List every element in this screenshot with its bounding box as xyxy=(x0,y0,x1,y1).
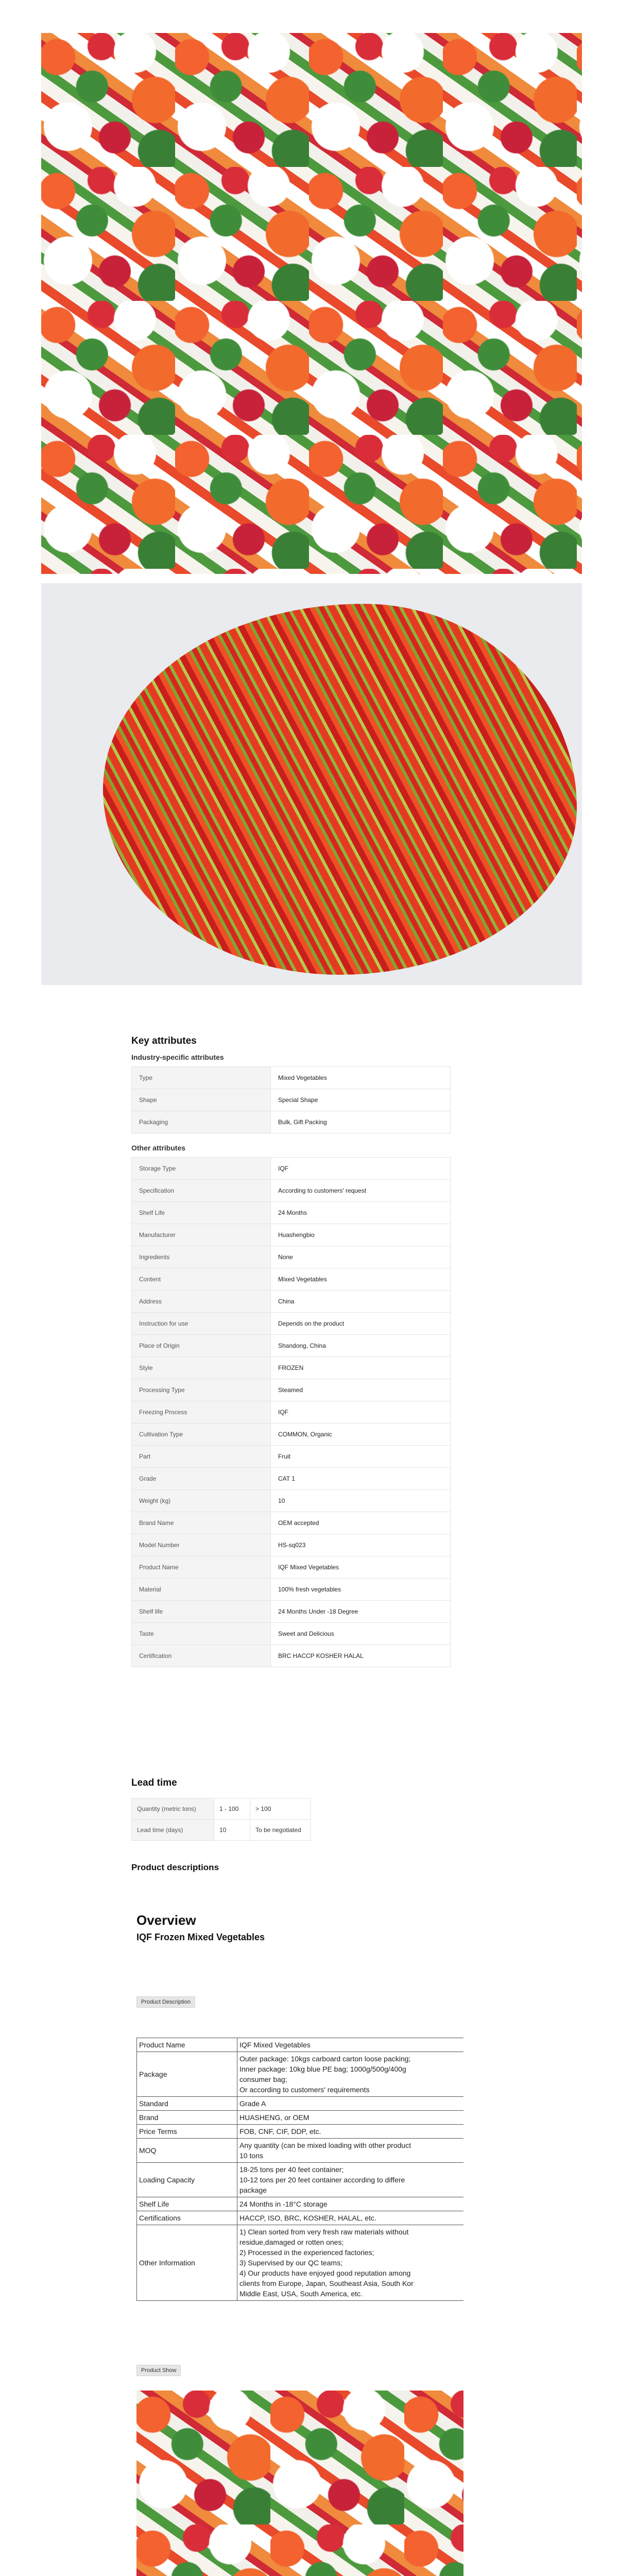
spec-value-line: consumer bag; xyxy=(239,2075,287,2083)
table-row xyxy=(132,1645,451,1667)
spec-row xyxy=(137,2111,464,2125)
attribute-label: Ingredients xyxy=(132,1246,271,1268)
spec-label: Product Name xyxy=(137,2038,237,2052)
lead-time-label: Lead time (days) xyxy=(132,1820,214,1841)
attribute-label: Type xyxy=(132,1067,271,1089)
lead-time-label: Quantity (metric tons) xyxy=(132,1799,214,1820)
attribute-value: Huashengbio xyxy=(271,1224,451,1246)
attribute-label: Manufacturer xyxy=(132,1224,271,1246)
spec-value-line: IQF Mixed Vegetables xyxy=(239,2041,311,2049)
attribute-value: Mixed Vegetables xyxy=(271,1067,451,1089)
lead-time-value: 10 xyxy=(214,1820,250,1841)
spec-value xyxy=(237,2052,464,2097)
spec-value-line: Middle East, USA, South America, etc. xyxy=(239,2290,363,2298)
key-attributes-title: Key attributes xyxy=(131,1036,197,1046)
key-attributes-section xyxy=(131,1036,451,1677)
spec-value-line: Inner package: 10kg blue PE bag; 1000g/500g/400g xyxy=(239,2065,406,2073)
product-show-tag: Product Show xyxy=(136,2365,181,2376)
attribute-label: Content xyxy=(132,1268,271,1291)
table-row xyxy=(132,1180,451,1202)
attribute-label: Address xyxy=(132,1291,271,1313)
attribute-value: COMMON, Organic xyxy=(271,1423,451,1446)
overview-subtitle: IQF Frozen Mixed Vegetables xyxy=(136,1932,265,1942)
spec-row xyxy=(137,2038,464,2052)
attribute-value: FROZEN xyxy=(271,1357,451,1379)
table-row xyxy=(132,1623,451,1645)
attribute-label: Shelf life xyxy=(132,1601,271,1623)
attribute-value: Bulk, Gift Packing xyxy=(271,1111,451,1133)
attribute-label: Weight (kg) xyxy=(132,1490,271,1512)
spec-value xyxy=(237,2163,464,2197)
spec-label: Certifications xyxy=(137,2211,237,2225)
spec-row xyxy=(137,2052,464,2097)
product-show-image-mixed-vegetables[interactable] xyxy=(136,2391,464,2576)
attribute-label: Product Name xyxy=(132,1556,271,1579)
spec-row xyxy=(137,2163,464,2197)
spec-table xyxy=(136,2038,464,2301)
attribute-value: IQF Mixed Vegetables xyxy=(271,1556,451,1579)
spec-label: Standard xyxy=(137,2097,237,2111)
attribute-label: Shape xyxy=(132,1089,271,1111)
product-descriptions-section xyxy=(131,1862,461,1873)
table-row xyxy=(132,1468,451,1490)
spec-label: Price Terms xyxy=(137,2125,237,2139)
attribute-label: Shelf Life xyxy=(132,1202,271,1224)
product-image-mixed-vegetables[interactable] xyxy=(41,33,582,574)
lead-time-value: > 100 xyxy=(250,1799,311,1820)
spec-label: Loading Capacity xyxy=(137,2163,237,2197)
spec-value-line: Any quantity (can be mixed loading with other product xyxy=(239,2141,411,2149)
attribute-value: Fruit xyxy=(271,1446,451,1468)
attribute-label: Cultivation Type xyxy=(132,1423,271,1446)
spec-label: Shelf Life xyxy=(137,2197,237,2211)
spec-value-line: Outer package: 10kgs carboard carton loose packing; xyxy=(239,2055,411,2063)
table-row xyxy=(132,1158,451,1180)
attribute-value: 24 Months xyxy=(271,1202,451,1224)
table-row xyxy=(132,1556,451,1579)
other-attributes-title: Other attributes xyxy=(131,1144,186,1152)
table-row xyxy=(132,1224,451,1246)
attribute-label: Packaging xyxy=(132,1111,271,1133)
overview-title: Overview xyxy=(136,1912,196,1928)
spec-value-line: clients from Europe, Japan, Southeast Asia, South Kor xyxy=(239,2279,414,2287)
attribute-label: Processing Type xyxy=(132,1379,271,1401)
attribute-value: Steamed xyxy=(271,1379,451,1401)
spec-value-line: residue,damaged or rotten ones; xyxy=(239,2238,344,2246)
table-row xyxy=(132,1268,451,1291)
attribute-label: Freezing Process xyxy=(132,1401,271,1423)
attribute-label: Brand Name xyxy=(132,1512,271,1534)
table-row xyxy=(132,1089,451,1111)
table-row xyxy=(132,1446,451,1468)
table-row xyxy=(132,1202,451,1224)
industry-attributes-table xyxy=(131,1066,451,1133)
spec-label: Brand xyxy=(137,2111,237,2125)
table-row xyxy=(132,1313,451,1335)
spec-value-line: 24 Months in -18°C storage xyxy=(239,2200,328,2208)
attribute-value: Special Shape xyxy=(271,1089,451,1111)
overview-block xyxy=(136,1911,466,1943)
spec-row xyxy=(137,2139,464,2163)
attribute-value: Depends on the product xyxy=(271,1313,451,1335)
spec-value-line: 3) Supervised by our QC teams; xyxy=(239,2259,342,2267)
spec-value-line: Or according to customers' requirements xyxy=(239,2086,370,2094)
spec-value xyxy=(237,2125,464,2139)
table-row xyxy=(132,1601,451,1623)
attribute-label: Specification xyxy=(132,1180,271,1202)
attribute-value: CAT 1 xyxy=(271,1468,451,1490)
pepper-strips-graphic xyxy=(103,604,577,975)
spec-value-line: 4) Our products have enjoyed good reputation among xyxy=(239,2269,411,2277)
table-row xyxy=(132,1401,451,1423)
lead-time-section xyxy=(131,1777,451,1841)
spec-value xyxy=(237,2225,464,2301)
table-row xyxy=(132,1799,311,1820)
table-row xyxy=(132,1291,451,1313)
attribute-value: None xyxy=(271,1246,451,1268)
lead-time-value: 1 - 100 xyxy=(214,1799,250,1820)
attribute-value: China xyxy=(271,1291,451,1313)
spec-label: Other Information xyxy=(137,2225,237,2301)
spec-value-line: HACCP, ISO, BRC, KOSHER, HALAL, etc. xyxy=(239,2214,376,2222)
attribute-value: 100% fresh vegetables xyxy=(271,1579,451,1601)
table-row xyxy=(132,1512,451,1534)
spec-value-line: 18-25 tons per 40 feet container; xyxy=(239,2165,344,2174)
attribute-label: Material xyxy=(132,1579,271,1601)
spec-value xyxy=(237,2197,464,2211)
table-row xyxy=(132,1335,451,1357)
product-description-tag: Product Description xyxy=(136,1996,195,2008)
attribute-label: Model Number xyxy=(132,1534,271,1556)
spec-value xyxy=(237,2139,464,2163)
spec-value-line: 1) Clean sorted from very fresh raw materials without xyxy=(239,2228,409,2236)
attribute-value: OEM accepted xyxy=(271,1512,451,1534)
lead-time-title: Lead time xyxy=(131,1777,177,1788)
attribute-value: Sweet and Delicious xyxy=(271,1623,451,1645)
spec-value xyxy=(237,2038,464,2052)
spec-value-line: 10 tons xyxy=(239,2151,263,2160)
table-row xyxy=(132,1579,451,1601)
attribute-label: Grade xyxy=(132,1468,271,1490)
attribute-label: Place of Origin xyxy=(132,1335,271,1357)
spec-table-wrapper xyxy=(136,2038,464,2347)
attribute-label: Taste xyxy=(132,1623,271,1645)
attribute-value: According to customers' request xyxy=(271,1180,451,1202)
other-attributes-table xyxy=(131,1157,451,1667)
spec-label: MOQ xyxy=(137,2139,237,2163)
table-row xyxy=(132,1490,451,1512)
product-descriptions-title: Product descriptions xyxy=(131,1862,219,1872)
spec-value-line: Grade A xyxy=(239,2099,266,2108)
attribute-value: BRC HACCP KOSHER HALAL xyxy=(271,1645,451,1667)
attribute-value: HS-sq023 xyxy=(271,1534,451,1556)
spec-row xyxy=(137,2225,464,2301)
attribute-value: IQF xyxy=(271,1158,451,1180)
attribute-value: Shandong, China xyxy=(271,1335,451,1357)
spec-value-line: package xyxy=(239,2186,267,2194)
table-row xyxy=(132,1067,451,1089)
spec-row xyxy=(137,2125,464,2139)
attribute-label: Part xyxy=(132,1446,271,1468)
lead-time-value: To be negotiated xyxy=(250,1820,311,1841)
industry-attributes-title: Industry-specific attributes xyxy=(131,1053,224,1061)
table-row xyxy=(132,1379,451,1401)
table-row xyxy=(132,1246,451,1268)
attribute-label: Style xyxy=(132,1357,271,1379)
spec-value-line: FOB, CNF, CIF, DDP, etc. xyxy=(239,2127,321,2136)
table-row xyxy=(132,1111,451,1133)
spec-value-line: 2) Processed in the experienced factories; xyxy=(239,2248,374,2257)
attribute-label: Certification xyxy=(132,1645,271,1667)
table-row xyxy=(132,1534,451,1556)
spec-value-line: 10-12 tons per 20 feet container according to differe xyxy=(239,2176,405,2184)
attribute-value: 10 xyxy=(271,1490,451,1512)
spec-value-line: HUASHENG, or OEM xyxy=(239,2113,310,2122)
table-row xyxy=(132,1357,451,1379)
spec-row xyxy=(137,2211,464,2225)
spec-value xyxy=(237,2111,464,2125)
spec-label: Package xyxy=(137,2052,237,2097)
spec-row xyxy=(137,2097,464,2111)
attribute-label: Storage Type xyxy=(132,1158,271,1180)
attribute-label: Instruction for use xyxy=(132,1313,271,1335)
spec-value xyxy=(237,2097,464,2111)
spec-row xyxy=(137,2197,464,2211)
table-row xyxy=(132,1423,451,1446)
lead-time-table xyxy=(131,1798,311,1841)
spec-value xyxy=(237,2211,464,2225)
attribute-value: IQF xyxy=(271,1401,451,1423)
attribute-value: 24 Months Under -18 Degree xyxy=(271,1601,451,1623)
product-image-pepper-strips[interactable] xyxy=(41,583,582,985)
attribute-value: Mixed Vegetables xyxy=(271,1268,451,1291)
table-row xyxy=(132,1820,311,1841)
